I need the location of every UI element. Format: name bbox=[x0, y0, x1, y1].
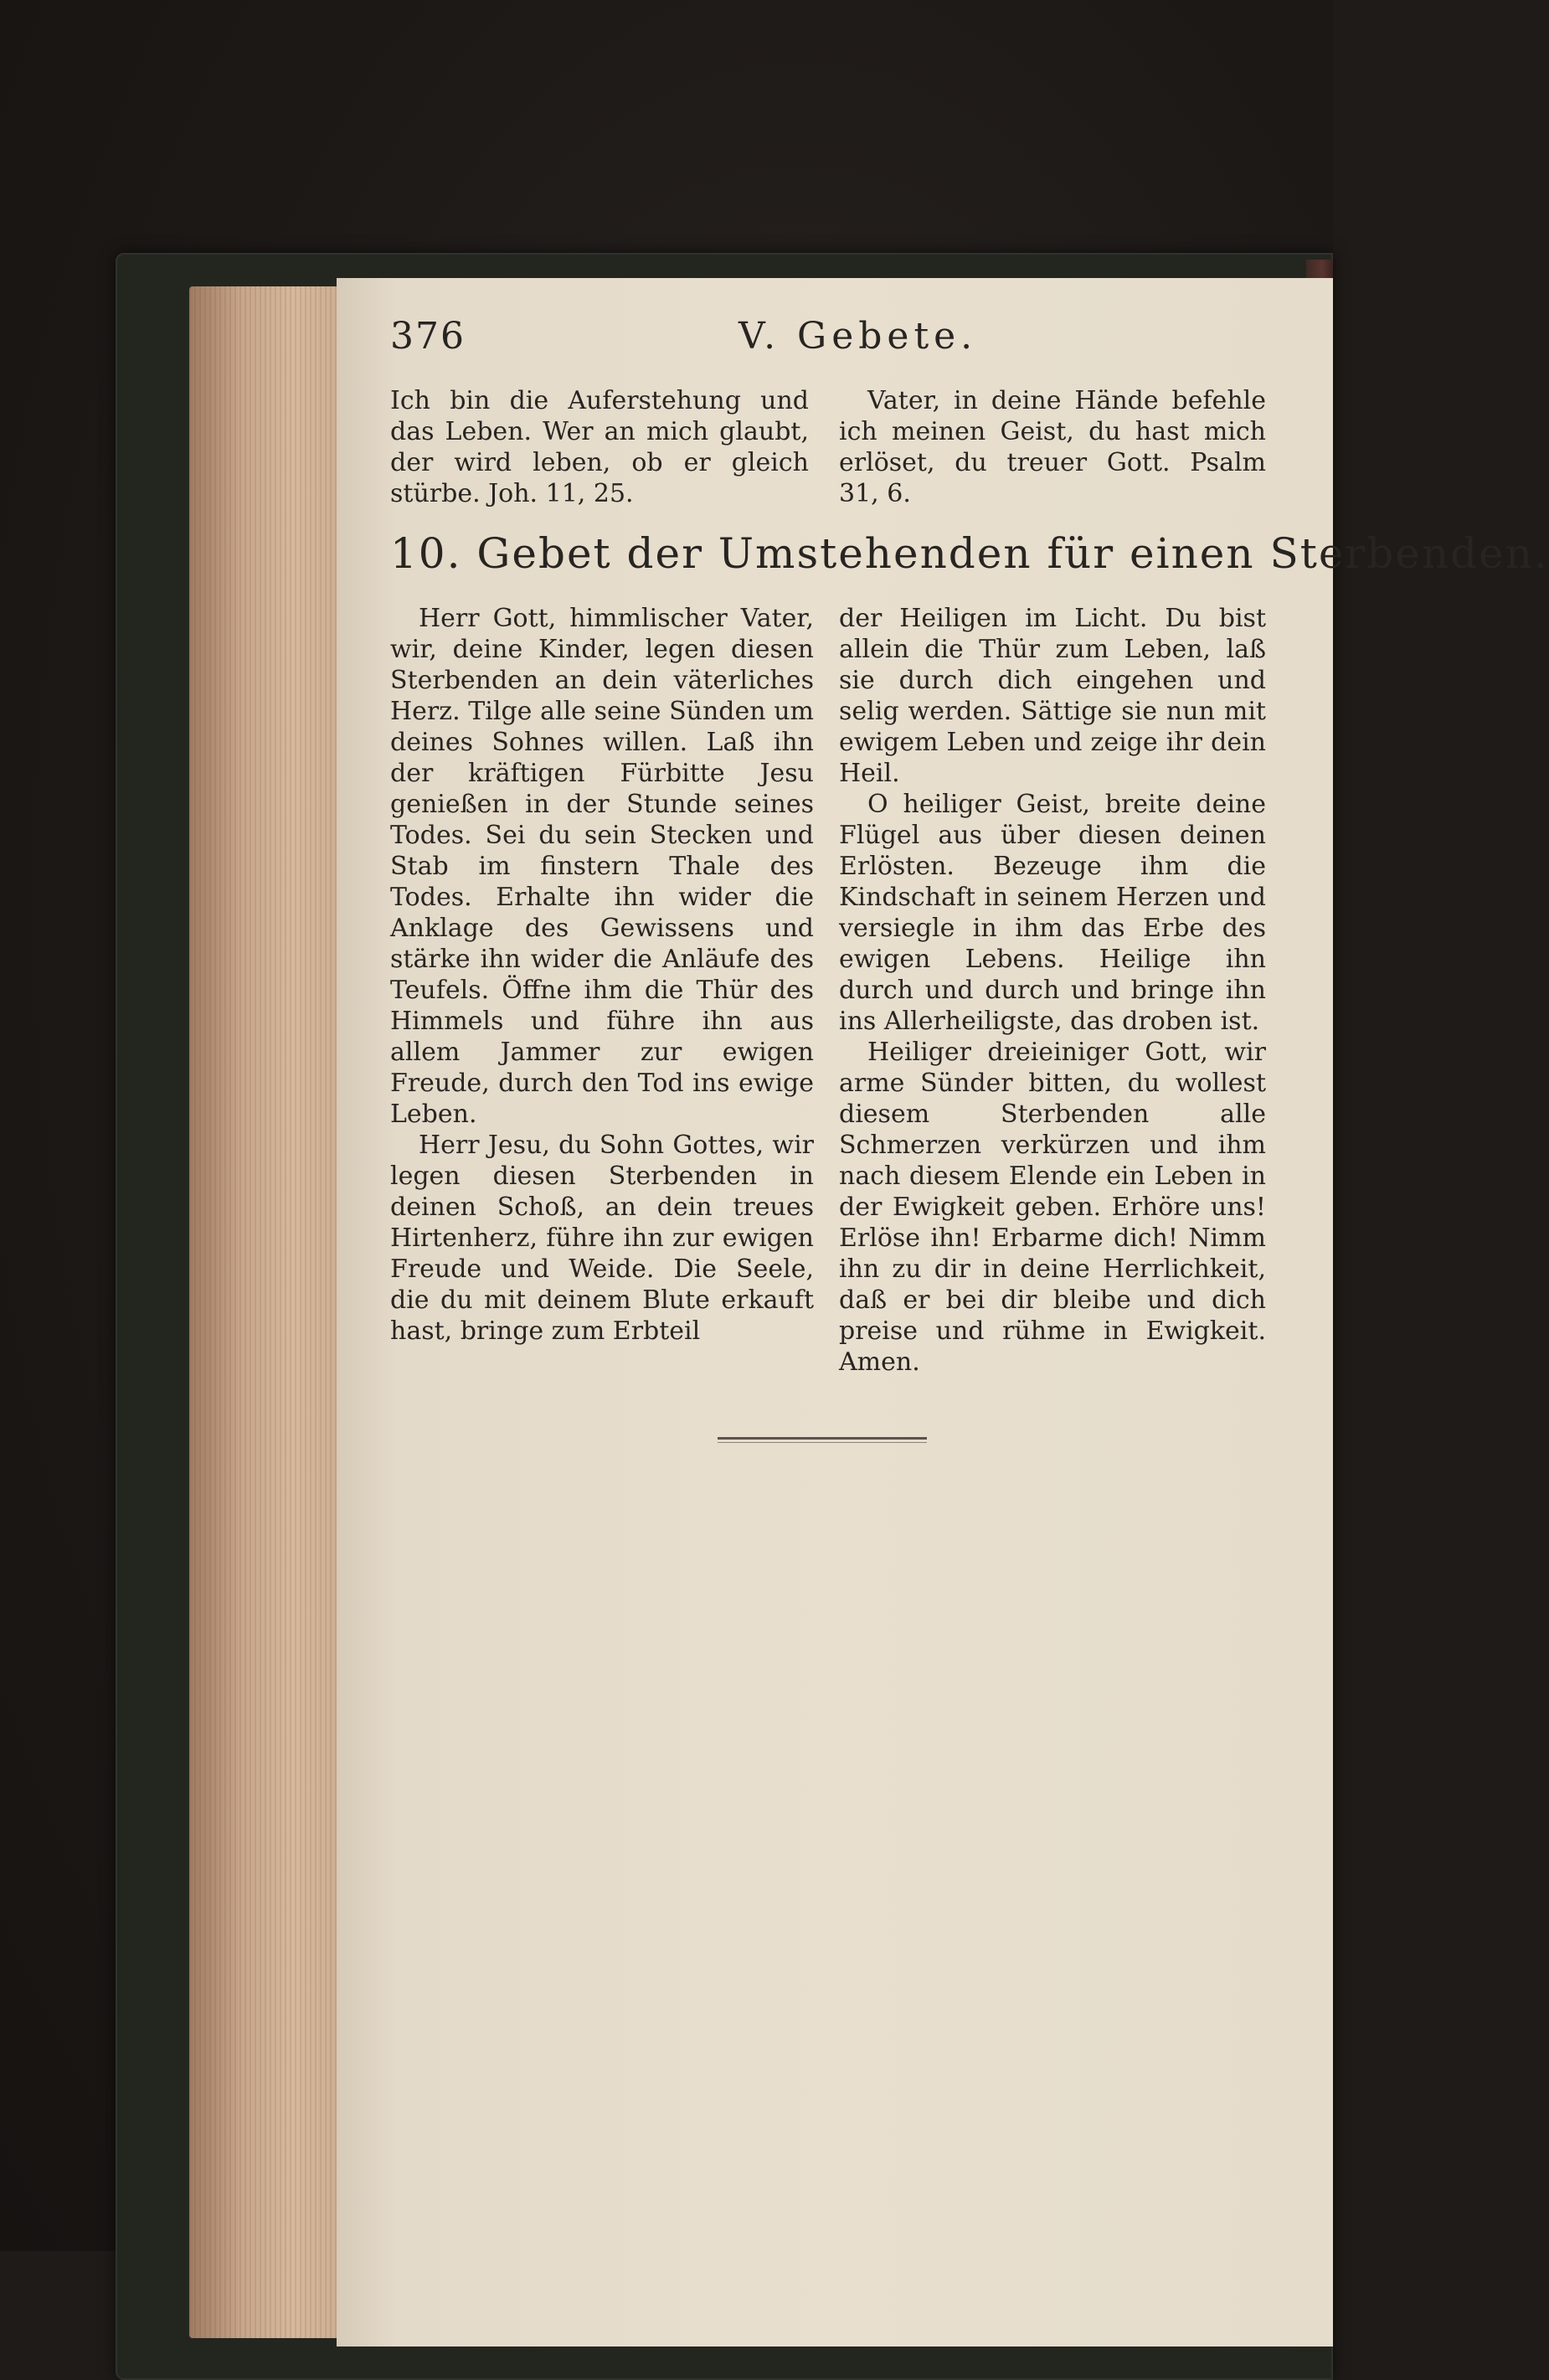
verse-left bbox=[390, 385, 809, 509]
body-column-right bbox=[839, 603, 1266, 1378]
paragraph: Heiliger dreieiniger Gott, wir arme Sünder bitten, du wollest diesem Sterbenden alle Schmerzen verkürzen und ihm nach diesem Elende ein Leben in der Ewigkeit geben. Erhöre uns! Erlöse ihn! Erbarme dich! Nimm ihn zu dir in deine Herrlichkeit, daß er bei dir bleibe und dich preise und rühme in Ewigkeit. Amen. bbox=[839, 1038, 1266, 1377]
verse-right bbox=[839, 385, 1266, 509]
page-number: 376 bbox=[390, 315, 466, 358]
book-page bbox=[337, 278, 1549, 2347]
paragraph: der Heiligen im Licht. Du bist allein die Thür zum Leben, laß sie durch dich eingehen und selig werden. Sättige sie nun mit ewigem Leben und zeige ihr dein Heil. bbox=[839, 604, 1266, 788]
verse-text: Vater, in deine Hände befehle ich meinen Geist, du hast mich erlöset, du treuer Gott. Psalm 31, 6. bbox=[839, 386, 1266, 508]
body-column-left bbox=[390, 603, 814, 1347]
section-title: 10. Gebet der Umstehenden für einen Sterbenden. bbox=[390, 529, 1549, 578]
end-rule bbox=[718, 1437, 927, 1440]
paragraph: Herr Gott, himmlischer Vater, wir, deine Kinder, legen diesen Sterbenden an dein väterliches Herz. Tilge alle seine Sünden um deines Sohnes willen. Laß ihn der kräftigen Fürbitte Jesu genießen in der Stunde seines Todes. Sei du sein Stecken und Stab im finstern Thale des Todes. Erhalte ihn wider die Anklage des Gewissens und stärke ihn wider die Anläufe des Teufels. Öffne ihm die Thür des Himmels und führe ihn aus allem Jammer zur ewigen Freude, durch den Tod ins ewige Leben. bbox=[390, 604, 814, 1129]
running-head: V. Gebete. bbox=[738, 315, 978, 358]
paragraph: O heiliger Geist, breite deine Flügel aus über diesen deinen Erlösten. Bezeuge ihm die Kindschaft in seinem Herzen und versiegle in ihm das Erbe des ewigen Lebens. Heilige ihn durch und durch und bringe ihn ins Allerheiligste, das droben ist. bbox=[839, 790, 1266, 1036]
page-edges bbox=[189, 286, 340, 2338]
verse-text: Ich bin die Auferstehung und das Leben. Wer an mich glaubt, der wird leben, ob er gleich stürbe. Joh. 11, 25. bbox=[390, 386, 809, 508]
paragraph: Herr Jesu, du Sohn Gottes, wir legen diesen Sterbenden in deinen Schoß, an dein treues Hirtenherz, führe ihn zur ewigen Freude und Weide. Die Seele, die du mit deinem Blute erkauft hast, bringe zum Erbteil bbox=[390, 1131, 814, 1346]
